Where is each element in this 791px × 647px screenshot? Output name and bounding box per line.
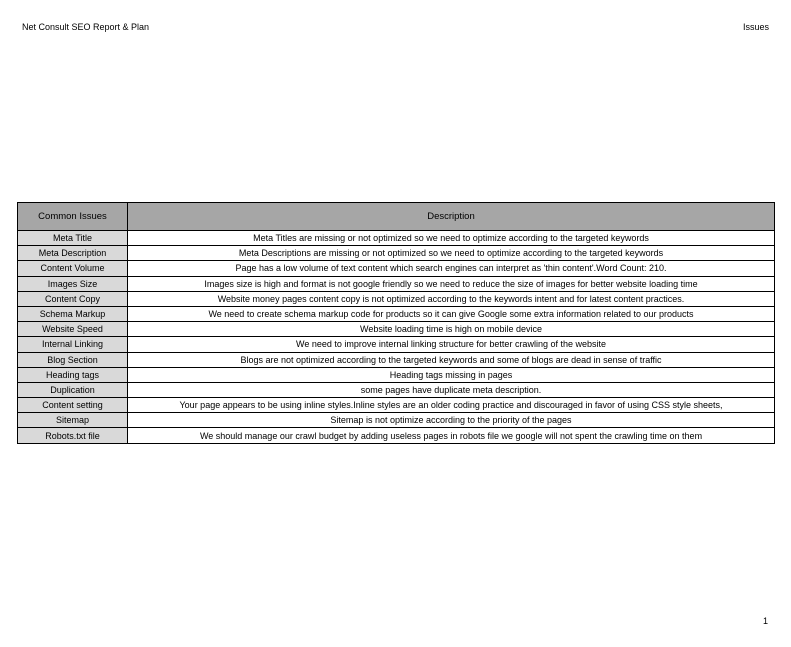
issue-cell: Robots.txt file (18, 428, 128, 443)
table-row (18, 306, 775, 321)
table-row (18, 428, 775, 443)
description-cell: Meta Titles are missing or not optimized so we need to optimize according to the targeted keywords (128, 231, 775, 246)
description-cell: Your page appears to be using inline styles.Inline styles are an older coding practice and discouraged in favor of using CSS style sheets, (128, 398, 775, 413)
description-cell: Sitemap is not optimize according to the priority of the pages (128, 413, 775, 428)
table-row (18, 261, 775, 276)
description-cell: Heading tags missing in pages (128, 367, 775, 382)
issue-cell: Images Size (18, 276, 128, 291)
issues-table (17, 202, 775, 444)
table-row (18, 398, 775, 413)
report-title: Net Consult SEO Report & Plan (22, 22, 150, 32)
table-row (18, 322, 775, 337)
table-row (18, 337, 775, 352)
issue-cell: Content Volume (18, 261, 128, 276)
table-body (18, 231, 775, 444)
description-cell: Meta Descriptions are missing or not optimized so we need to optimize according to the targeted keywords (128, 246, 775, 261)
table-row (18, 382, 775, 397)
issue-cell: Meta Description (18, 246, 128, 261)
table-header-row (18, 203, 775, 231)
description-cell: Images size is high and format is not google friendly so we need to reduce the size of images for better website loading time (128, 276, 775, 291)
issue-cell: Duplication (18, 382, 128, 397)
column-header-description: Description (128, 203, 775, 231)
table-row (18, 367, 775, 382)
description-cell: some pages have duplicate meta description. (128, 382, 775, 397)
description-cell: Website loading time is high on mobile device (128, 322, 775, 337)
table-row (18, 276, 775, 291)
table-row (18, 291, 775, 306)
table-row (18, 246, 775, 261)
issue-cell: Blog Section (18, 352, 128, 367)
issue-cell: Content Copy (18, 291, 128, 306)
description-cell: Blogs are not optimized according to the targeted keywords and some of blogs are dead in sense of traffic (128, 352, 775, 367)
description-cell: We need to improve internal linking structure for better crawling of the website (128, 337, 775, 352)
issue-cell: Website Speed (18, 322, 128, 337)
issue-cell: Content setting (18, 398, 128, 413)
table-row (18, 352, 775, 367)
issue-cell: Schema Markup (18, 306, 128, 321)
description-cell: Website money pages content copy is not optimized according to the keywords intent and for latest content practices. (128, 291, 775, 306)
description-cell: We need to create schema markup code for products so it can give Google some extra information related to our products (128, 306, 775, 321)
page-number: 1 (762, 616, 768, 626)
description-cell: Page has a low volume of text content which search engines can interpret as 'thin content'.Word Count: 210. (128, 261, 775, 276)
issue-cell: Internal Linking (18, 337, 128, 352)
table-row (18, 413, 775, 428)
table-row (18, 231, 775, 246)
issue-cell: Heading tags (18, 367, 128, 382)
description-cell: We should manage our crawl budget by adding useless pages in robots file we google will not spent the crawling time on them (128, 428, 775, 443)
issue-cell: Sitemap (18, 413, 128, 428)
column-header-common-issues: Common Issues (18, 203, 128, 231)
section-label: Issues (742, 22, 769, 32)
issue-cell: Meta Title (18, 231, 128, 246)
